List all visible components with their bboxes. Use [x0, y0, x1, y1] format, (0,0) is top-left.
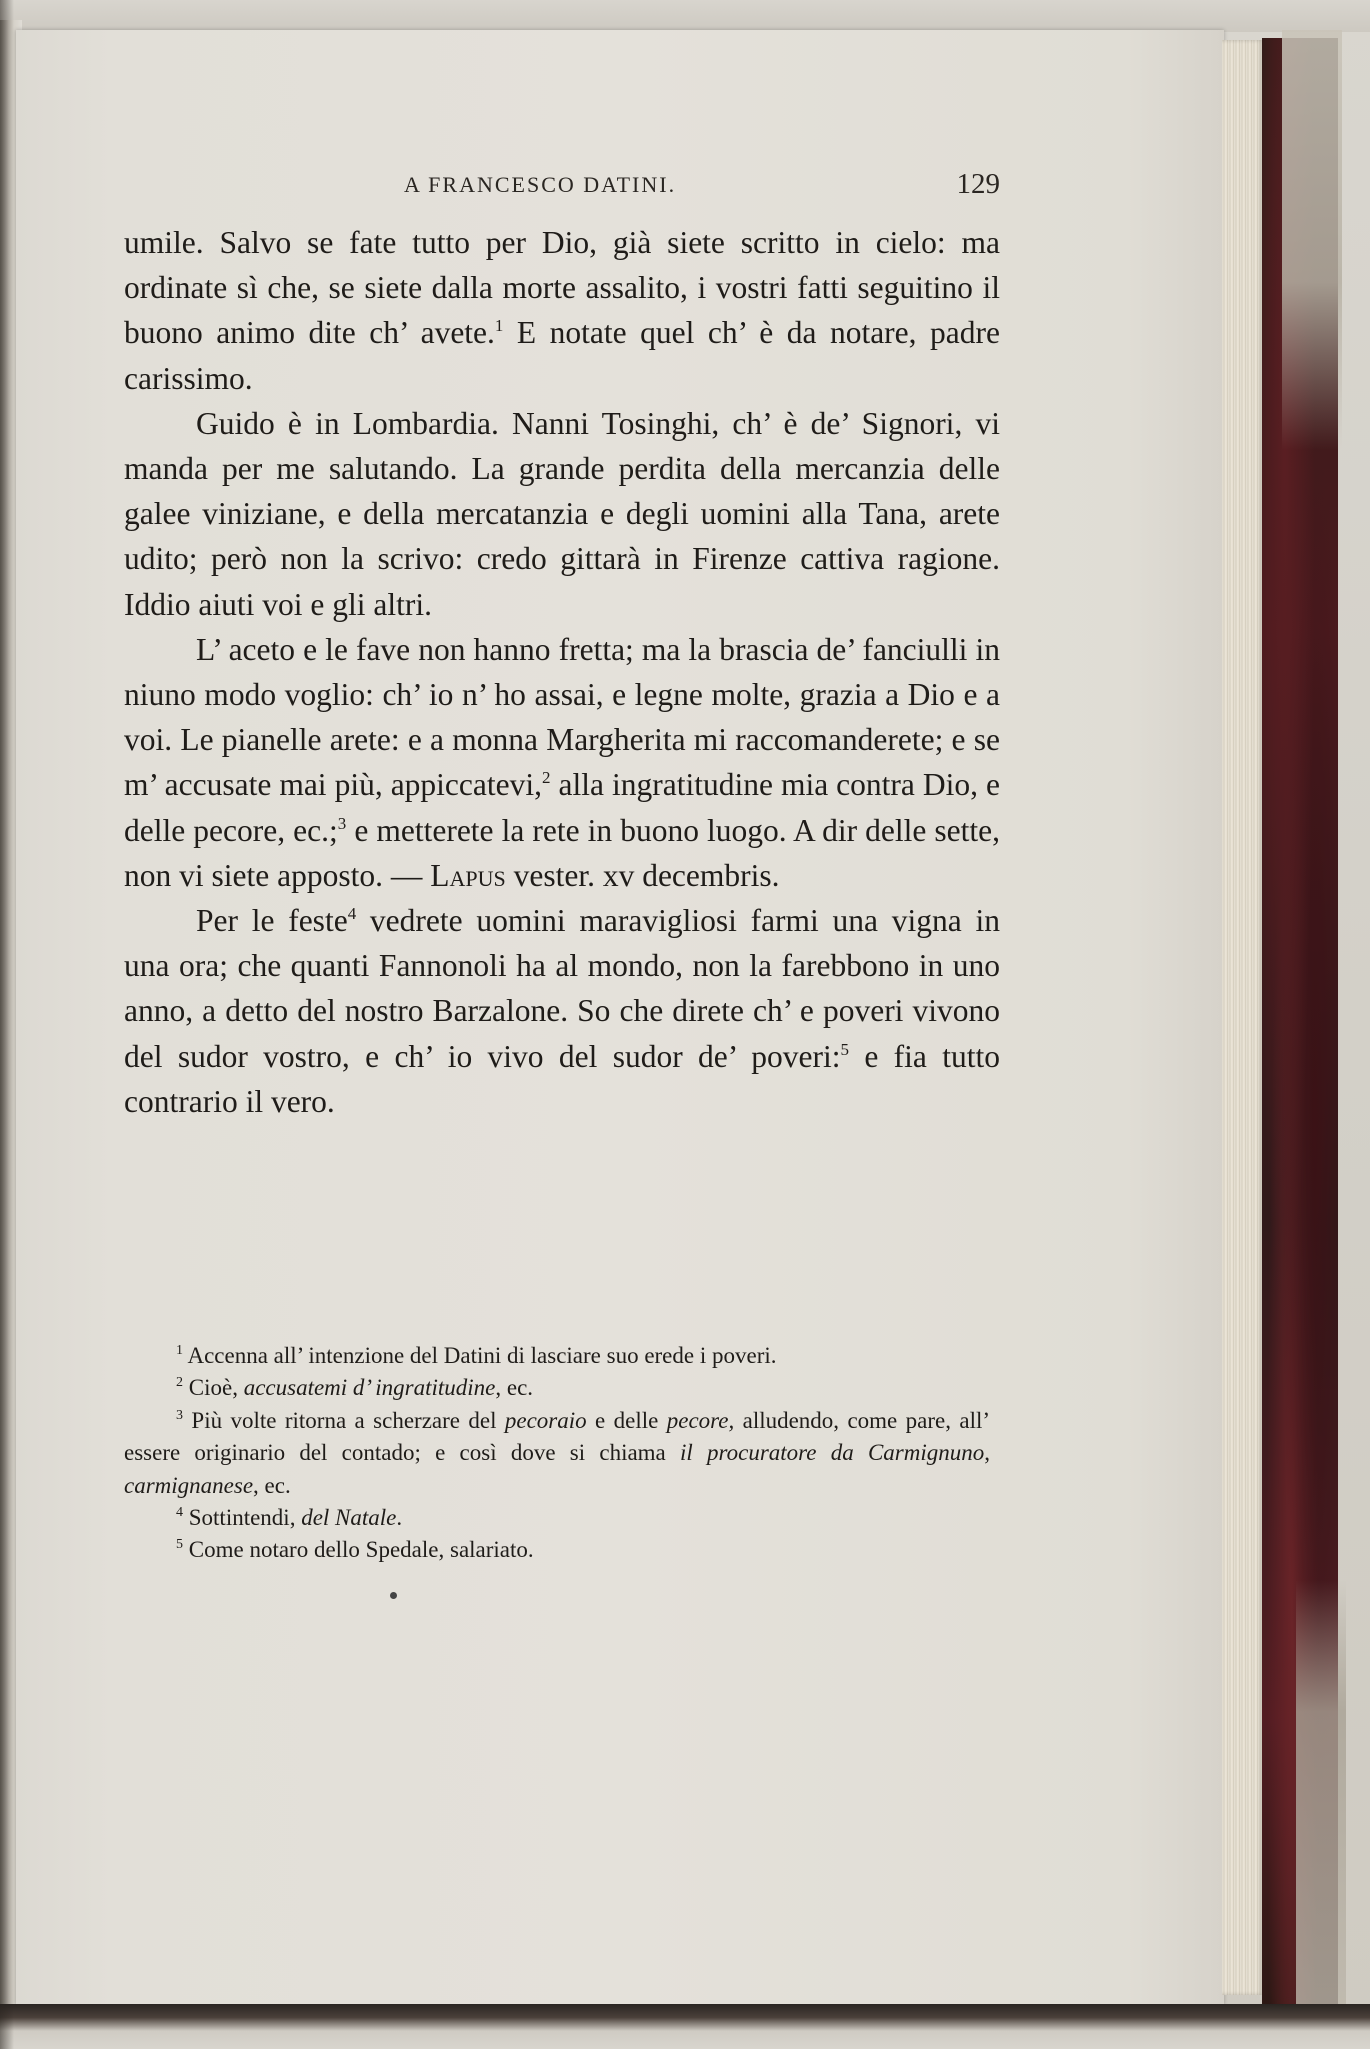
p3-text-b: alla ingratitudine mia contra Dio, e delle pecore, ec.; [124, 767, 1000, 848]
gutter-shadow [0, 0, 14, 2049]
paragraph-3 [124, 627, 1000, 898]
footnote-italic: carmignanese [124, 1472, 254, 1498]
cover-cloth-top [1282, 30, 1342, 450]
footnote-text: Accenna all’ intenzione del Datini di lasciare suo erede i poveri. [187, 1343, 777, 1368]
footnote-text: , [984, 1440, 990, 1466]
p4-text-a: Per le feste [196, 903, 348, 939]
signature-lapus: Lapus [430, 857, 506, 893]
paragraph-4 [124, 898, 1000, 1124]
footnote-1 [124, 1340, 990, 1372]
footnote-2 [124, 1372, 990, 1404]
footnote-mark: 2 [176, 1375, 183, 1391]
footnote-text: Sottintendi, [188, 1505, 302, 1531]
ink-speck [390, 1592, 397, 1599]
footnote-ref-2: 2 [542, 768, 551, 788]
footnote-italic: il procuratore da Carmignuno [680, 1440, 985, 1466]
footnote-3 [124, 1405, 990, 1502]
p3-text-a: L’ aceto e le fave non hanno fretta; ma la brascia de’ fanciulli in niuno modo voglio: ch’ io n’ ho assai, e legne molte, grazia a Dio e a voi. Le pianelle arete: e a monna Margherita mi raccomanderete; e se m’ accusate mai più, appiccatevi, [124, 631, 1000, 803]
footnote-text: e delle [586, 1407, 667, 1433]
scan-top-edge [0, 0, 1370, 32]
footnote-italic: del Natale [301, 1505, 397, 1531]
body-text [124, 220, 1000, 1124]
running-head [124, 168, 1000, 208]
footnote-text: , ec. [253, 1472, 291, 1498]
footnotes [124, 1340, 990, 1567]
page-number: 129 [956, 168, 1000, 200]
footnote-text: . [396, 1505, 403, 1531]
footnote-4 [124, 1502, 990, 1534]
p1-text-b: E notate quel ch’ è da notare, padre carissimo. [124, 315, 1000, 396]
p4-text-c: e fia tutto contrario il vero. [124, 1038, 1000, 1119]
footnote-ref-5: 5 [840, 1039, 849, 1059]
paragraph-1 [124, 220, 1000, 401]
running-title: A FRANCESCO DATINI. [404, 172, 677, 197]
footnote-ref-4: 4 [347, 904, 357, 924]
footnote-mark: 4 [176, 1505, 183, 1521]
footnote-mark: 1 [176, 1343, 183, 1358]
p1-text-a: umile. Salvo se fate tutto per Dio, già siete scritto in cielo: ma ordinate sì che, se siete dalla morte assalito, i vostri fatti seguitino il buono animo dite ch’ avete. [124, 225, 1000, 351]
footnote-ref-3: 3 [337, 813, 347, 833]
p4-text-b: vedrete uomini maravigliosi farmi una vigna in una ora; che quanti Fannonoli ha al mondo, non la farebbono in uno anno, a detto del nostro Barzalone. So che direte ch’ e poveri vivono del sudor vostro, e ch’ io vivo del sudor de’ poveri: [124, 903, 1001, 1074]
footnote-5 [124, 1534, 990, 1566]
p3-text-d: vester. xv decembris. [505, 857, 780, 893]
footnote-ref-1: 1 [494, 316, 504, 336]
footnote-text: Come notaro dello Spedale, salariato. [188, 1537, 534, 1563]
footnote-text: , ec. [495, 1375, 534, 1401]
footnote-italic: accusatemi d’ ingratitudine [243, 1375, 496, 1401]
page-block-edges [1222, 40, 1264, 1995]
footnote-text: Cioè, [188, 1375, 244, 1401]
p3-text-c: e metterete la rete in buono luogo. A dir delle sette, non vi siete apposto. — [124, 812, 1000, 893]
footnote-mark: 3 [176, 1407, 183, 1423]
paragraph-2 [124, 401, 1000, 627]
p2-text: Guido è in Lombardia. Nanni Tosinghi, ch’ è de’ Signori, vi manda per me salutando. La grande perdita della mercanzia delle galee viniziane, e della mercatanzia e degli uomini alla Tana, arete udito; però non la scrivo: credo gittarà in Firenze cattiva ragione. Iddio aiuti voi e gli altri. [124, 405, 1000, 622]
scan-bottom-edge [0, 2004, 1370, 2049]
footnote-italic: pecoraio [504, 1407, 587, 1433]
footnote-mark: 5 [176, 1537, 183, 1553]
footnote-italic: pecore, [666, 1407, 735, 1433]
cover-cloth-bottom [1296, 1580, 1346, 2020]
footnote-text: Più volte ritorna a scherzare del [191, 1407, 505, 1433]
footnote-text: alludendo, come pare, all’ essere originario del contado; e così dove si chiama [124, 1407, 991, 1466]
